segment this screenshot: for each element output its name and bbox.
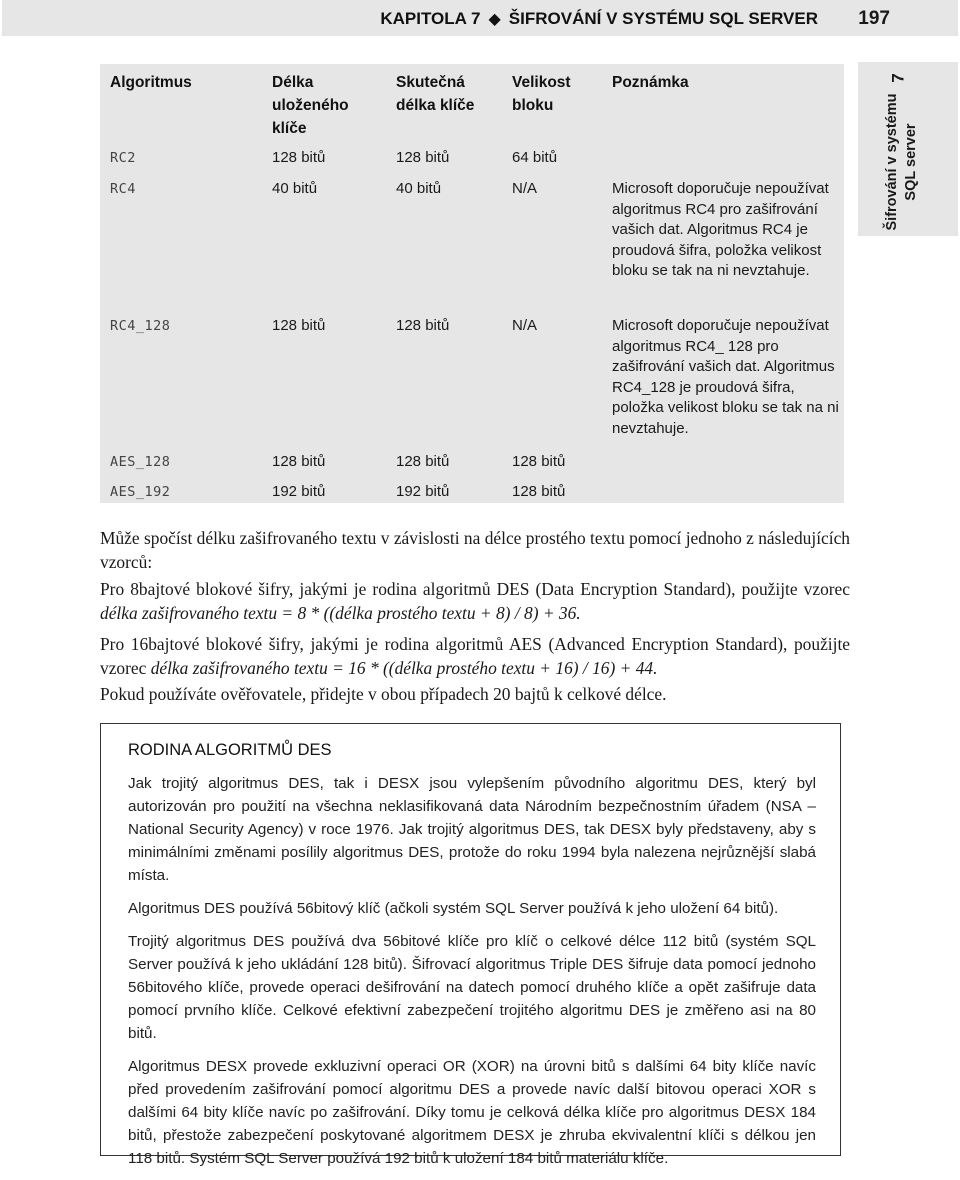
cell-algorithm: AES_192 <box>110 484 171 500</box>
side-tab-label <box>872 94 932 230</box>
side-tab-line-1: Šifrování v systému <box>884 93 900 231</box>
box-paragraph: Algoritmus DESX provede exkluzivní operaci OR (XOR) na úrovni bitů s dalšími 64 bity klíče navíc před provedením zašifrování pomocí algoritmu DES a provede navíc další bitovou operaci XOR s dalšími 64 bity klíče navíc po zašifrování. Díky tomu je celková délka klíče pro algoritmus DESX 184 bitů, přestože zabezpečení poskytované algoritmem DESX je zhruba ekvivalentní klíči s délkou jen 118 bitů. Systém SQL Server používá 192 bitů k uložení 184 bitů materiálu klíče. <box>128 1058 816 1167</box>
chapter-side-tab <box>858 62 958 236</box>
cell-actual-length: 128 bitů <box>396 317 450 334</box>
body-paragraph <box>100 578 850 625</box>
side-tab-number: 7 <box>888 73 908 83</box>
header-block-size: Velikost bloku <box>512 74 571 114</box>
running-title <box>380 9 818 29</box>
cell-stored-length: 192 bitů <box>272 483 326 500</box>
cell-stored-length: 128 bitů <box>272 149 326 166</box>
header-actual-length: Skutečná délka klíče <box>396 74 475 114</box>
cell-actual-length: 128 bitů <box>396 149 450 166</box>
cell-algorithm: RC4_128 <box>110 318 171 334</box>
formula-des: délka zašifrovaného textu = 8 * ((délka prostého textu + 8) / 8) + 36. <box>100 602 581 623</box>
header-algorithm: Algoritmus <box>110 74 192 91</box>
sidebar-box-des <box>100 723 841 1167</box>
cell-actual-length: 128 bitů <box>396 453 450 470</box>
body-paragraph <box>100 683 850 707</box>
cell-block-size: 128 bitů <box>512 453 566 470</box>
cell-algorithm: RC4 <box>110 181 136 197</box>
body-paragraph <box>100 633 850 680</box>
box-title: RODINA ALGORITMŮ DES <box>128 741 332 759</box>
header-stored-length: Délka uloženého klíče <box>272 74 349 137</box>
cell-stored-length: 128 bitů <box>272 317 326 334</box>
cell-block-size: N/A <box>512 317 538 334</box>
page-header <box>2 0 958 36</box>
box-body <box>128 772 816 1180</box>
cell-actual-length: 40 bitů <box>396 180 442 197</box>
formula-aes: délka zašifrovaného textu = 16 * ((délka prostého textu + 16) / 16) + 44. <box>150 657 658 678</box>
body-text: Pro 8bajtové blokové šifry, jakými je rodina algoritmů DES (Data Encryption Standard), použijte vzorec <box>100 579 850 599</box>
cell-note: Microsoft doporučuje nepoužívat algoritmus RC4 pro zašifrování vašich dat. Algoritmus RC4 je proudová šifra, položka velikost bloku se tak na ni nevztahuje. <box>612 180 829 279</box>
side-tab-line-2: SQL server <box>903 123 919 201</box>
algorithm-table <box>100 64 844 503</box>
cell-block-size: N/A <box>512 180 538 197</box>
cell-stored-length: 128 bitů <box>272 453 326 470</box>
body-paragraph <box>100 527 850 574</box>
body-text: Pro 16bajtové blokové šifry, jakými je rodina algoritmů AES (Advanced Encryption Standard), použijte vzorec <box>100 634 850 678</box>
body-paragraph-authenticator: Pokud používáte ověřovatele, přidejte v obou případech 20 bajtů k celkové délce. <box>100 684 667 704</box>
cell-note: Microsoft doporučuje nepoužívat algoritmus RC4_ 128 pro zašifrování vašich dat. Algoritmus RC4_128 je proudová šifra, položka velikost bloku se tak na ni nevztahuje. <box>612 317 839 437</box>
cell-algorithm: RC2 <box>110 150 136 166</box>
cell-stored-length: 40 bitů <box>272 180 318 197</box>
header-note: Poznámka <box>612 74 689 91</box>
cell-block-size: 64 bitů <box>512 149 558 166</box>
cell-block-size: 128 bitů <box>512 483 566 500</box>
chapter-title: ŠIFROVÁNÍ V SYSTÉMU SQL SERVER <box>508 9 818 28</box>
page-number: 197 <box>858 8 890 29</box>
cell-algorithm: AES_128 <box>110 454 171 470</box>
cell-actual-length: 192 bitů <box>396 483 450 500</box>
diamond-icon: ◆ <box>488 11 501 28</box>
box-paragraph: Trojitý algoritmus DES používá dva 56bitové klíče pro klíč o celkové délce 112 bitů (systém SQL Server používá k jeho ukládání 128 bitů). Šifrovací algoritmus Triple DES šifruje data pomocí jednoho 56bitového klíče, provede operaci dešifrování na datech pomocí druhého klíče a opět zašifruje data pomocí prvního klíče. Celkové efektivní zabezpečení trojitého algoritmu DES je změřeno asi na 80 bitů. <box>128 933 816 1042</box>
body-paragraph-intro: Může spočíst délku zašifrovaného textu v závislosti na délce prostého textu pomocí jednoho z následujících vzorců: <box>100 528 850 572</box>
box-paragraph: Algoritmus DES používá 56bitový klíč (ačkoli systém SQL Server používá k jeho uložení 64 bitů). <box>128 900 779 917</box>
chapter-label: KAPITOLA 7 <box>380 9 481 28</box>
box-paragraph: Jak trojitý algoritmus DES, tak i DESX jsou vylepšením původního algoritmu DES, který byl autorizován pro použití na všechna neklasifikovaná data Národním bezpečnostním úřadem (NSA – National Security Agency) v roce 1976. Jak trojitý algoritmus DES, tak DESX byly představeny, aby s minimálními změnami posílily algoritmus DES, protože do roku 1994 byla nalezena nejrůznější slabá místa. <box>128 775 816 884</box>
